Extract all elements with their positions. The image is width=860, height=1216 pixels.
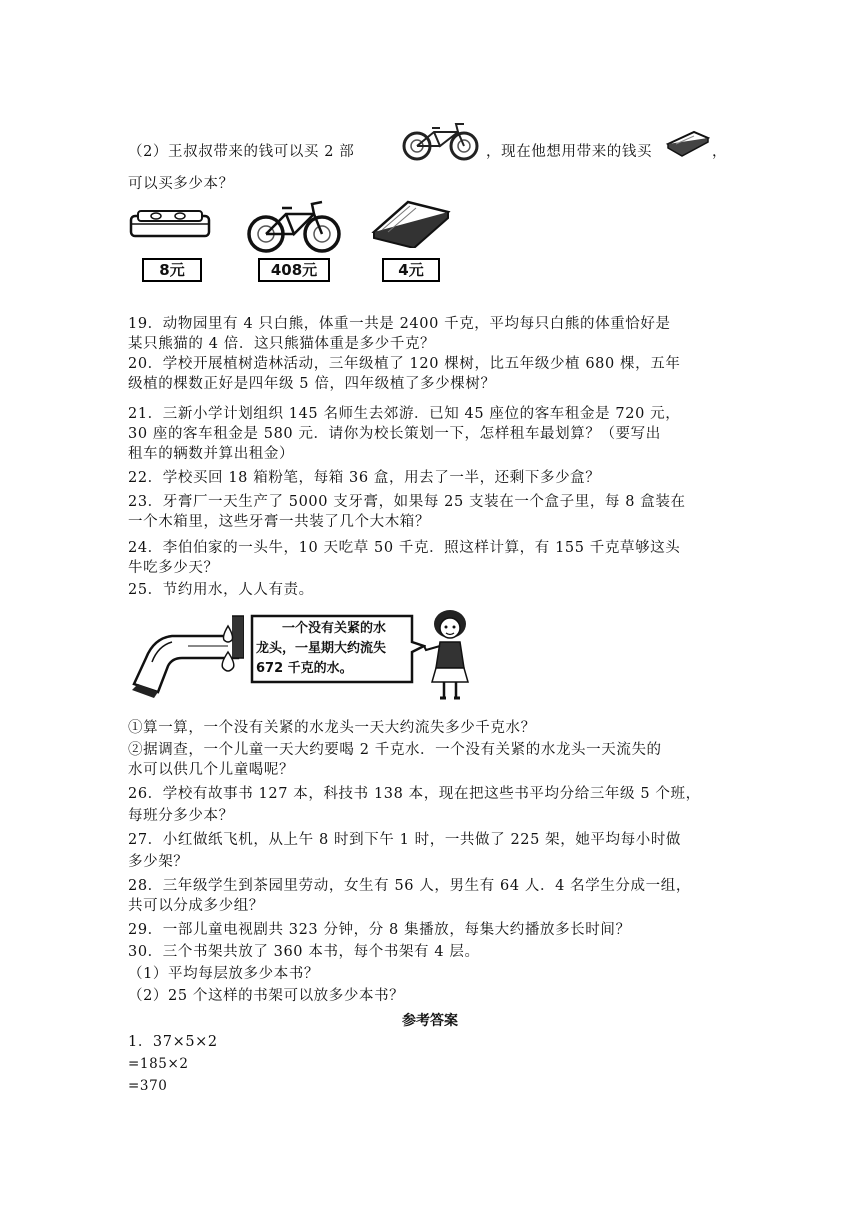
question-line: 26．学校有故事书 127 本，科技书 138 本，现在把这些书平均分给三年级 5 个班， <box>128 786 701 802</box>
question-line: 多少架？ <box>128 854 189 870</box>
question-line: 某只熊猫的 4 倍．这只熊猫体重是多少千克？ <box>128 336 436 352</box>
answer-line: 1．37×5×2 <box>128 1034 218 1050</box>
answer-line: =370 <box>128 1078 168 1094</box>
question-line: 级植的棵数正好是四年级 5 倍，四年级植了多少棵树？ <box>128 376 496 392</box>
price-tag-pencil-case: 8元 <box>142 258 202 282</box>
question-line: 24．李伯伯家的一头牛，10 天吃草 50 千克．照这样计算，有 155 千克草够这头 <box>128 540 681 556</box>
question-line: ②据调查，一个儿童一天大约要喝 2 千克水．一个没有关紧的水龙头一天流失的 <box>128 742 662 758</box>
girl-icon <box>420 606 476 706</box>
question-line: 30．三个书架共放了 360 本书，每个书架有 4 层。 <box>128 944 480 960</box>
question-line: ①算一算，一个没有关紧的水龙头一天大约流失多少千克水？ <box>128 720 536 736</box>
question-line: 19．动物园里有 4 只白熊，体重一共是 2400 千克，平均每只白熊的体重恰好是 <box>128 316 671 332</box>
water-drop-icon <box>216 624 240 676</box>
price-tag-book: 4元 <box>382 258 440 282</box>
bubble-line-3: 672 千克的水。 <box>256 661 353 676</box>
bubble-line-1: 一个没有关紧的水 <box>282 621 387 636</box>
question-line: （2）25 个这样的书架可以放多少本书？ <box>128 988 405 1004</box>
question-line: 20．学校开展植树造林活动，三年级植了 120 棵树，比五年级少植 680 棵，五年 <box>128 356 681 372</box>
bicycle-icon <box>400 120 482 162</box>
question-line: 21．三新小学计划组织 145 名师生去郊游．已知 45 座位的客车租金是 720 元， <box>128 406 681 422</box>
question-line: 25．节约用水，人人有责。 <box>128 582 314 598</box>
question-line: 30 座的客车租金是 580 元．请你为校长策划一下，怎样租车最划算？（要写出 <box>128 426 661 442</box>
question-line: 租车的辆数并算出租金） <box>128 446 295 462</box>
question-line: 牛吃多少天？ <box>128 560 219 576</box>
pencil-case-icon <box>128 206 212 242</box>
question-line: 22．学校买回 18 箱粉笔，每箱 36 盒，用去了一半，还剩下多少盒？ <box>128 470 601 486</box>
book-icon <box>664 126 710 158</box>
question-line: 水可以供几个儿童喝呢？ <box>128 762 295 778</box>
q18-2-line1 <box>128 142 354 162</box>
question-line: 27．小红做纸飞机，从上午 8 时到下午 1 时，一共做了 225 架，她平均每小时做 <box>128 832 682 848</box>
answer-line: =185×2 <box>128 1056 189 1072</box>
question-line: 一个木箱里，这些牙膏一共装了几个大木箱？ <box>128 514 430 530</box>
q18-2-text-b: ，现在他想用带来的钱买 <box>486 144 653 160</box>
book-large-icon <box>368 198 452 248</box>
answer-heading: 参考答案 <box>402 1013 458 1029</box>
q18-2-line2: 可以买多少本？ <box>128 176 234 192</box>
question-line: （1）平均每层放多少本书？ <box>128 966 320 982</box>
question-line: 28．三年级学生到茶园里劳动，女生有 56 人，男生有 64 人．4 名学生分成一组， <box>128 878 691 894</box>
bubble-line-2: 龙头，一星期大约流失 <box>256 641 387 656</box>
q18-2-comma: ， <box>712 144 728 160</box>
q18-2-text-a: （2）王叔叔带来的钱可以买 2 部 <box>128 144 355 160</box>
question-line: 共可以分成多少组？ <box>128 898 264 914</box>
bicycle-large-icon <box>244 196 344 254</box>
question-line: 29．一部儿童电视剧共 323 分钟，分 8 集播放，每集大约播放多长时间？ <box>128 922 631 938</box>
question-line: 23．牙膏厂一天生产了 5000 支牙膏，如果每 25 支装在一个盒子里，每 8 盒装在 <box>128 494 686 510</box>
q18-2-line1-cont <box>486 142 652 162</box>
question-line: 每班分多少本？ <box>128 808 234 824</box>
price-tag-bicycle: 408元 <box>258 258 330 282</box>
